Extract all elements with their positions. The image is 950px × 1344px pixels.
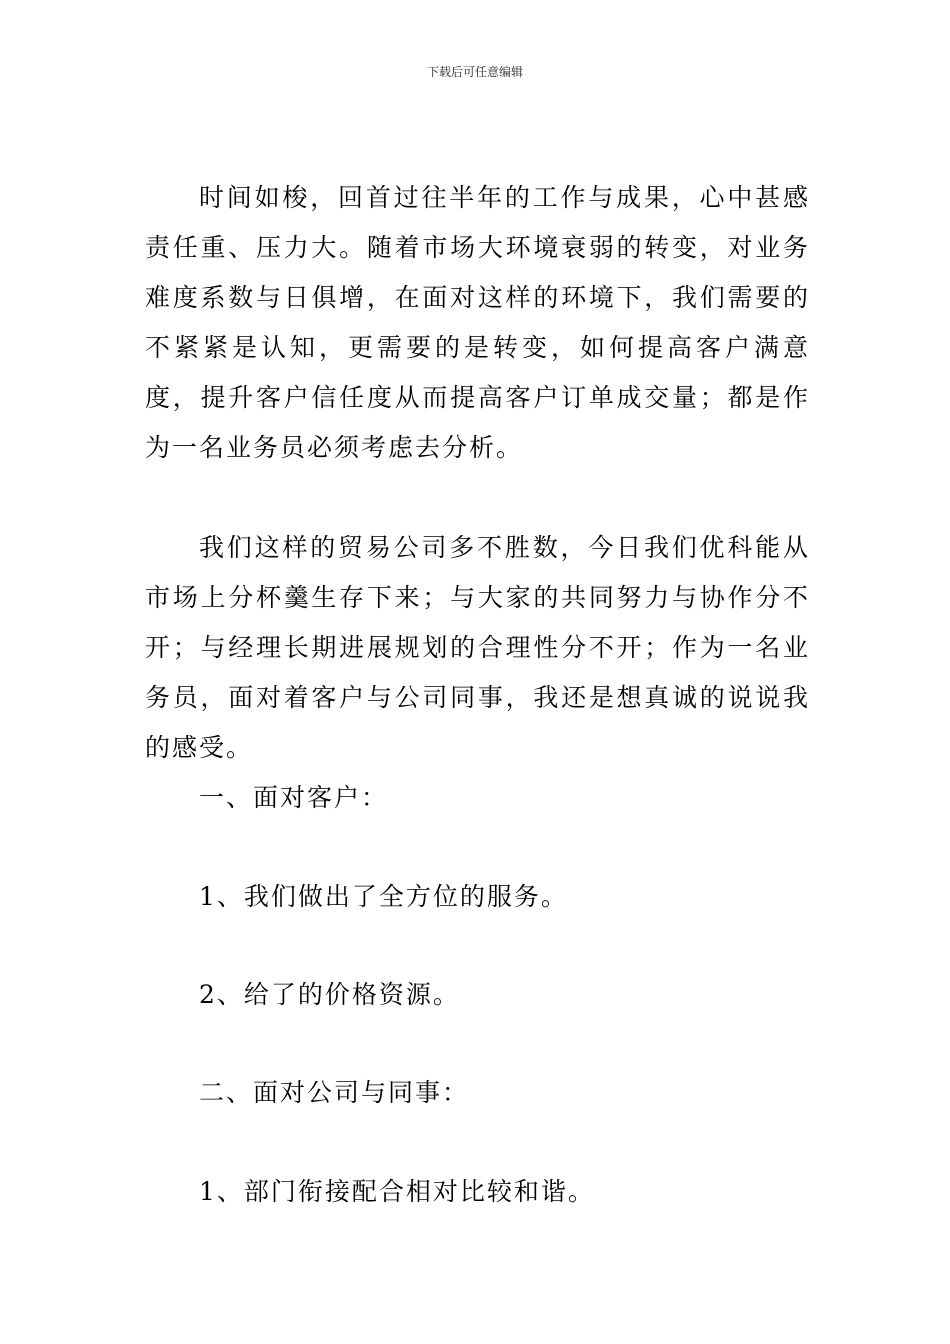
list-item: 1、部门衔接配合相对比较和谐。 — [199, 1177, 595, 1206]
section-heading-company: 二、面对公司与同事： — [199, 1078, 470, 1107]
page-header-note: 下载后可任意编辑 — [426, 65, 523, 79]
body-paragraph-2: 我们这样的贸易公司多不胜数，今日我们优科能从市场上分杯羹生存下来；与大家的共同努力与协作分不开；与经理长期进展规划的合理性分不开；作为一名业务员，面对着客户与公司同事，我还是想真诚的说说我的感受。 — [145, 533, 810, 762]
list-item: 2、给了的价格资源。 — [199, 980, 460, 1009]
body-paragraph-1: 时间如梭，回首过往半年的工作与成果，心中甚感责任重、压力大。随着市场大环境衰弱的转变，对业务难度系数与日俱增，在面对这样的环境下，我们需要的不紧紧是认知，更需要的是转变，如何提高客户满意度，提升客户信任度从而提高客户订单成交量；都是作为一名业务员必须考虑去分析。 — [145, 183, 810, 462]
list-item: 1、我们做出了全方位的服务。 — [199, 882, 568, 911]
section-heading-customers: 一、面对客户： — [199, 783, 389, 812]
